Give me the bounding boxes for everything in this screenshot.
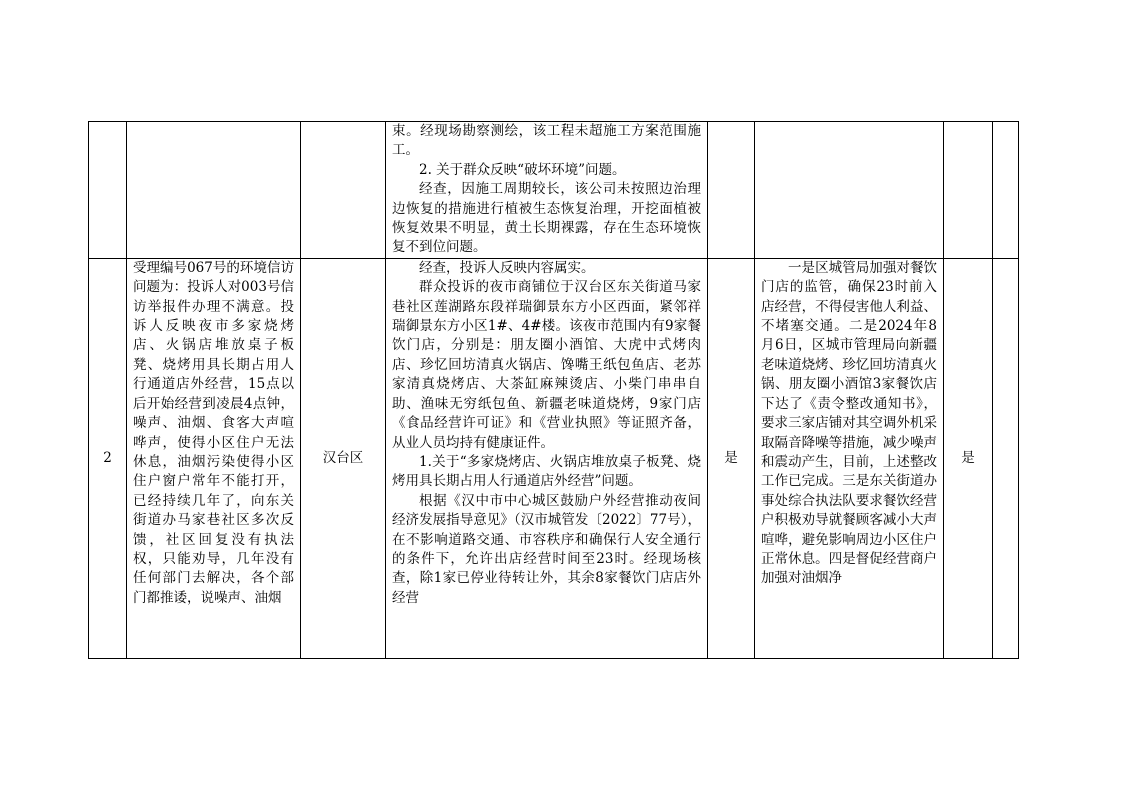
- cell-district: [301, 122, 386, 259]
- cell-extra: [993, 258, 1019, 658]
- handling-paragraph: 一是区城管局加强对餐饮门店的监管，确保23时前入店经营，不得侵害他人利益、不堵塞交通。二是2024年8月6日，区城市管理局向新疆老味道烧烤、珍忆回坊清真火锅、朋友圈小酒馆3家餐饮店下达了《责令整改通知书》，要求三家店铺对其空调外机采取隔音降噪等措施，减少噪声和震动产生，目前，上述整改工作已完成。三是东关街道办事处综合执法队要求餐饮经营户积极劝导就餐顾客减小大声喧哗，避免影响周边小区住户正常休息。四是督促经营商户加强对油烟净: [761, 259, 937, 587]
- investigation-paragraph: 经查，因施工周期较长，该公司未按照边治理边恢复的措施进行植被生态恢复治理，开挖面植被恢复效果不明显，黄土长期裸露，存在生态环境恢复不到位问题。: [392, 181, 701, 256]
- investigation-paragraph: 根据《汉中市中心城区鼓励户外经营推动夜间经济发展指导意见》（汉市城管发〔2022〕77号），在不影响道路交通、市容秩序和确保行人安全通行的条件下，允许出店经营时间至23时。经现场核查，除1家已停业待转让外，其余8家餐饮门店店外经营: [392, 492, 701, 606]
- table-row: [89, 122, 1019, 259]
- cell-complaint: 受理编号067号的环境信访问题为：投诉人对003号信访举报件办理不满意。投诉人反映夜市多家烧烤店、火锅店堆放桌子板凳、烧烤用具长期占用人行通道店外经营，15点以后开始经营到凌晨4点钟，噪声、油烟、食客大声喧哗声，使得小区住户无法休息，油烟污染使得小区住户窗户常年不能打开，已经持续几年了，向东关街道办马家巷社区多次反馈，社区回复没有执法权，只能劝导，几年没有任何部门去解决，各个部门都推诿，说噪声、油烟: [127, 258, 301, 658]
- cell-extra: [993, 122, 1019, 259]
- cell-handling: [755, 122, 944, 259]
- investigation-paragraph: 2. 关于群众反映“破坏环境”问题。: [419, 161, 626, 178]
- table-row: [89, 258, 1019, 658]
- cell-verified: 是: [708, 258, 755, 658]
- cell-no: [89, 122, 127, 259]
- cell-complaint: [127, 122, 301, 259]
- cell-investigation: [386, 258, 708, 658]
- investigation-paragraph: 经查，投诉人反映内容属实。: [419, 259, 595, 276]
- investigation-paragraph: 群众投诉的夜市商铺位于汉台区东关街道马家巷社区莲湖路东段祥瑞御景东方小区西面，紧邻祥瑞御景东方小区1#、4#楼。该夜市范围内有9家餐饮门店，分别是：朋友圈小酒馆、大虎中式烤肉店、珍忆回坊清真火锅店、馋嘴王纸包鱼店、老苏家清真烧烤店、大茶缸麻辣烫店、小柴门串串自助、渔味无穷纸包鱼、新疆老味道烧烤，9家门店《食品经营许可证》和《营业执照》等证照齐备，从业人员均持有健康证件。: [392, 279, 701, 451]
- cell-resolved: [944, 122, 993, 259]
- cell-investigation: [386, 122, 708, 259]
- cell-verified: [708, 122, 755, 259]
- cell-handling: [755, 258, 944, 658]
- cell-resolved: 是: [944, 258, 993, 658]
- cell-district: 汉台区: [301, 258, 386, 658]
- investigation-paragraph: 1.关于“多家烧烤店、火锅店堆放桌子板凳、烧烤用具长期占用人行通道店外经营”问题。: [392, 453, 701, 490]
- complaint-table: [88, 121, 1019, 659]
- investigation-paragraph: 束。经现场勘察测绘，该工程未超施工方案范围施工。: [392, 123, 701, 159]
- cell-no: 2: [89, 258, 127, 658]
